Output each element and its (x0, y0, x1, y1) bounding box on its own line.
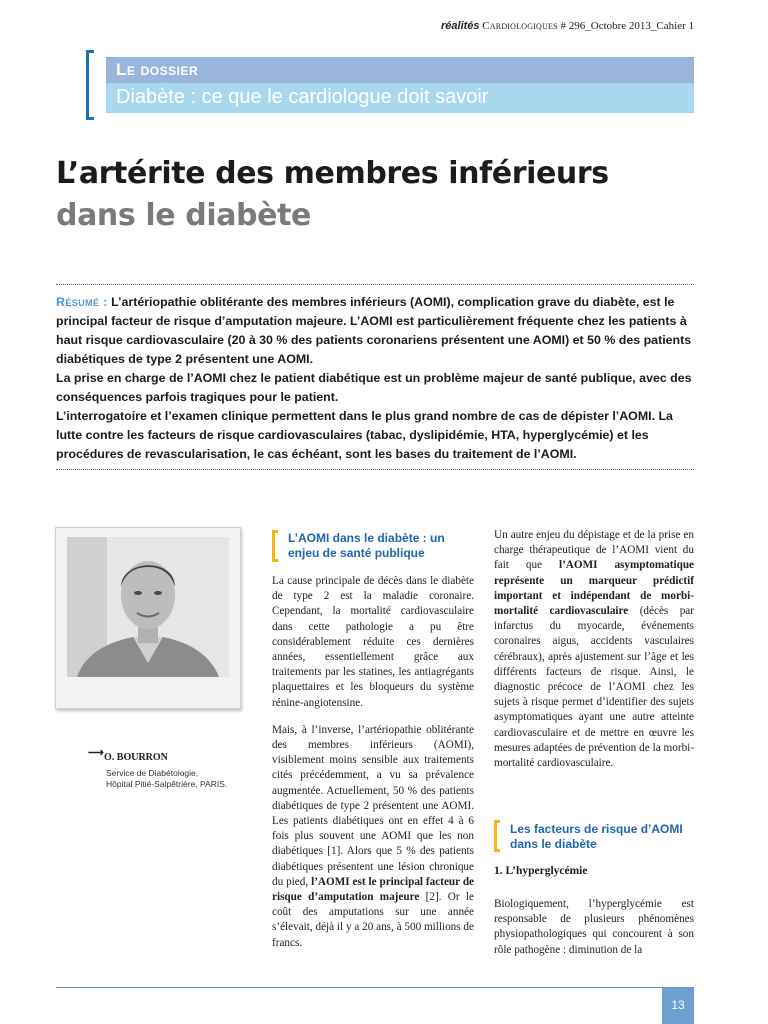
abstract-bottom-rule (56, 469, 694, 470)
abstract-text-1: L’artériopathie oblitérante des membres inférieurs (AOMI), complication grave du diabète, est le principal facteur de risque d’amputation majeure. L’AOMI est particulièrement fréquente chez les patients à haut risque cardiovasculaire (20 à 30 % des patients coronariens présentent une AOMI) et 50 % des patients diabétiques de type 2 présentent une AOMI. (56, 295, 692, 366)
abstract (56, 293, 694, 464)
article-subtitle: dans le diabète (56, 198, 311, 233)
abstract-text-3: L’interrogatoire et l’examen clinique permettent dans le plus grand nombre de cas de dépister l’AOMI. La lutte contre les facteurs de risque cardiovasculaires (tabac, dyslipidémie, HTA, hyperglycémie) et les procédures de revascularisation, le cas échéant, sont les bases du traitement de l’AOMI. (56, 409, 673, 461)
paragraph-text: (décès par infarctus du myocarde, événements coronaires aigus, accidents vasculaires cérébraux), après ajustement sur l’âge et les différents facteurs de risque. Ainsi, le diagnostic précoce de l’AOMI chez les sujets à risque permet d’identifier des sujets asymptomatiques ayant une autre atteinte cardiovasculaire et de mettre en œuvre les mesures adaptées de prévention de la morbi-mortalité cardiovasculaire. (494, 605, 694, 770)
author-name: O. BOURRON (104, 752, 168, 763)
banner-bracket (86, 50, 94, 120)
section-bracket-icon (272, 530, 278, 562)
author-photo-frame (55, 527, 241, 709)
section-bracket-icon (494, 820, 500, 852)
journal-issue: # 296_Octobre 2013_Cahier 1 (557, 20, 694, 32)
section-heading-aomi: L’AOMI dans le diabète : un enjeu de santé publique (288, 531, 445, 560)
journal-name: Cardiologiques (482, 20, 558, 32)
author-photo (67, 537, 229, 677)
subsection-heading: 1. L’hyperglycémie (494, 865, 588, 877)
dossier-banner (86, 50, 694, 122)
column-middle (272, 574, 474, 963)
journal-brand: réalités (441, 20, 480, 32)
abstract-paragraph (56, 293, 694, 369)
paragraph-text: Un autre enjeu du dépistage et de la prise en charge thérapeutique de l’AOMI vient du fait que (494, 529, 694, 572)
paragraph (272, 723, 474, 951)
author-affiliation-1: Service de Diabétologie, (106, 768, 199, 778)
page-number: 13 (662, 987, 694, 1024)
paragraph-text: [2]. Or le coût des amputations sur une année s’élevait, déjà il y a 20 ans, à 500 millions de francs. (272, 891, 474, 949)
abstract-label: Résumé : (56, 295, 108, 309)
running-header (441, 20, 694, 32)
dossier-subtitle-bar (106, 83, 694, 113)
footer-rule (56, 987, 662, 988)
paragraph-text: Mais, à l’inverse, l’artériopathie oblitérante des membres inférieurs (AOMI), visiblement moins sensible aux traitements cités précédemment, a vu sa prévalence augmentée. Actuellement, 50 % des patients diabétiques de type 2 présentent une AOMI. Les patients diabétiques ont en effet 4 à 6 fois plus souvent une AOMI que les non diabétiques [1]. Alors que 5 % des patients diabétiques présentent une lésion chronique du pied, (272, 723, 474, 888)
paragraph-emphasis: l’AOMI est le principal facteur de risque d’amputation majeure (272, 875, 475, 904)
author-affiliation-2: Hôpital Pitié-Salpêtrière, PARIS. (106, 779, 228, 789)
arrow-right-icon: ⟶ (88, 747, 104, 759)
author-portrait-image (67, 537, 229, 677)
paragraph: La cause principale de décès dans le diabète de type 2 est la maladie coronaire. Cependant, la mortalité cardiovasculaire dans cette pathologie a pu être considérablement réduite ces dernières années, essentiellement grâce aux traitements par les statines, les antiagrégants plaquettaires et les bloqueurs du système rénine-angiotensine. (272, 575, 474, 709)
dossier-title-bar (106, 57, 694, 83)
article-title: L’artérite des membres inférieurs (56, 156, 609, 191)
column-right (494, 528, 694, 783)
abstract-text-2: La prise en charge de l’AOMI chez le patient diabétique est un problème majeur de santé publique, avec des conséquences parfois tragiques pour le patient. (56, 371, 692, 404)
dossier-subtitle: Diabète : ce que le cardiologue doit savoir (116, 86, 489, 108)
section-heading-risk-factors: Les facteurs de risque d’AOMI dans le diabète (510, 822, 683, 851)
abstract-top-rule (56, 284, 694, 285)
dossier-title: Le dossier (116, 60, 199, 79)
author-info (88, 747, 227, 790)
paragraph-emphasis: l’AOMI asymptomatique représente un marqueur prédictif important et indépendant de morbi-mortalité cardiovasculaire (494, 559, 695, 618)
paragraph: Biologiquement, l’hyperglycémie est responsable de plusieurs phénomènes physiopathologiques qui concourent à son rôle pathogène : diminution de la (494, 898, 694, 956)
paragraph (494, 528, 694, 771)
column-right-lower (494, 897, 694, 970)
